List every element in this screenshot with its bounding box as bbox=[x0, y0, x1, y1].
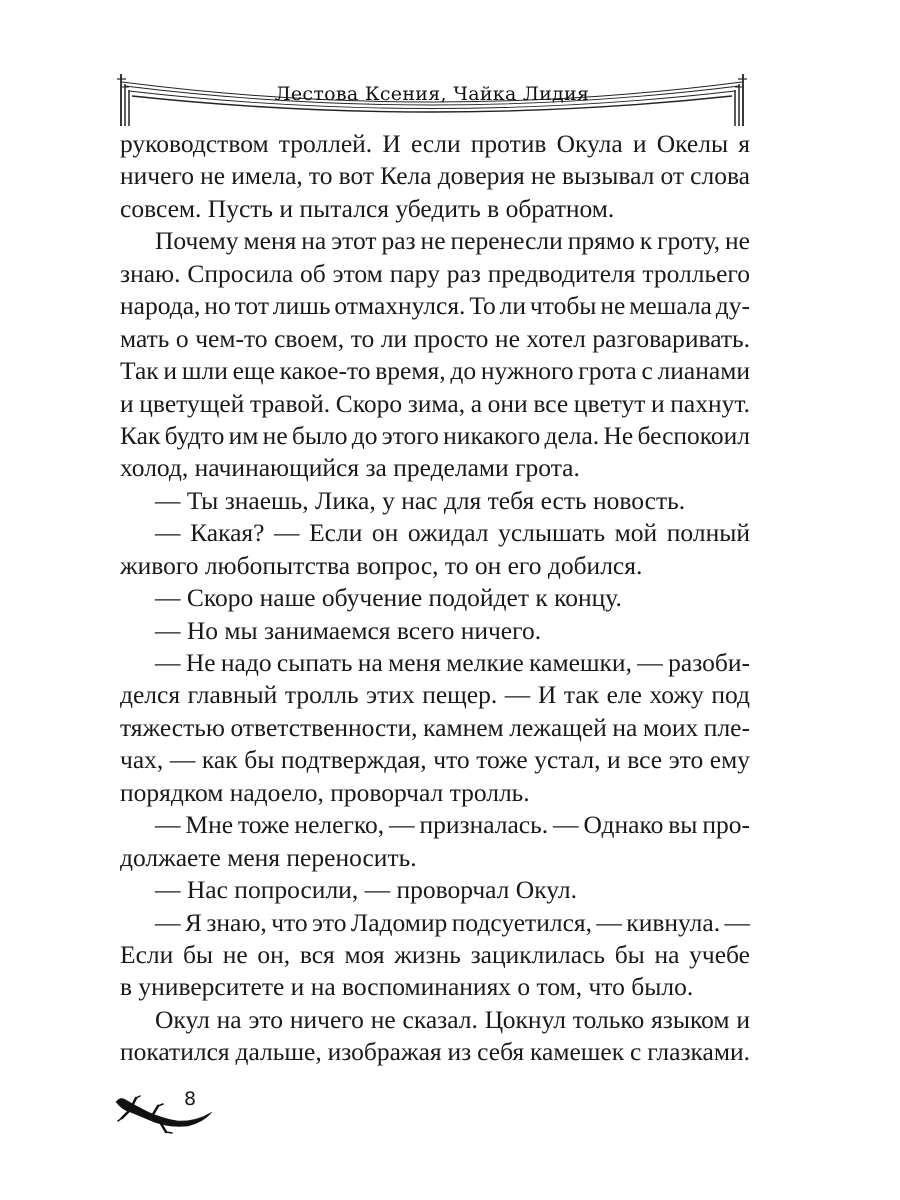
text-line-content: чах, — как бы подтверждая, что тоже устал, и все это ему bbox=[120, 745, 750, 775]
text-line-content: живого любопытства вопрос, то он его добился. bbox=[120, 550, 643, 580]
text-line bbox=[120, 517, 750, 549]
text-line-content: покатился дальше, изображая из себя камешек с глазками. bbox=[120, 1037, 750, 1067]
text-line-content: холод, начинающийся за пределами грота. bbox=[120, 453, 580, 483]
text-line bbox=[120, 388, 750, 420]
body-text bbox=[120, 128, 750, 1069]
text-line bbox=[120, 939, 750, 971]
text-line bbox=[120, 160, 750, 192]
text-line-content: порядком надоело, проворчал тролль. bbox=[120, 777, 530, 807]
text-line-content: — Ты знаешь, Лика, у нас для тебя есть новость. bbox=[155, 485, 686, 515]
text-line bbox=[120, 193, 750, 225]
text-line-content: — Мне тоже нелегко, — призналась. — Однако вы про- bbox=[155, 810, 750, 840]
text-line bbox=[120, 874, 750, 906]
text-line-content: должаете меня переносить. bbox=[120, 842, 417, 872]
text-line bbox=[120, 907, 750, 939]
text-line bbox=[120, 128, 750, 160]
text-line bbox=[120, 744, 750, 776]
text-line bbox=[120, 647, 750, 679]
text-line-content: Так и шли еще какое-то время, до нужного грота с лианами bbox=[120, 356, 750, 386]
text-line bbox=[120, 323, 750, 355]
text-line-content: — Я знаю, что это Ладомир подсуетился, — кивнула. — bbox=[155, 907, 750, 937]
text-line bbox=[120, 420, 750, 452]
text-line-content: ничего не имела, то вот Кела доверия не вызывал от слова bbox=[120, 161, 750, 191]
text-line bbox=[120, 809, 750, 841]
text-line-content: руководством троллей. И если против Окула и Окелы я bbox=[120, 129, 750, 158]
page-number: 8 bbox=[184, 1088, 197, 1110]
text-line-content: — Но мы занимаемся всего ничего. bbox=[155, 615, 542, 645]
text-line bbox=[120, 290, 750, 322]
text-line bbox=[120, 582, 750, 614]
text-line bbox=[120, 712, 750, 744]
text-line bbox=[120, 615, 750, 647]
page-footer bbox=[112, 1088, 232, 1138]
text-line-content: мать о чем-то своем, то ли просто не хотел разговаривать. bbox=[120, 323, 750, 353]
text-line bbox=[120, 842, 750, 874]
text-line bbox=[120, 355, 750, 387]
text-line-content: народа, но тот лишь отмахнулся. То ли чтобы не мешала ду- bbox=[120, 291, 750, 321]
text-line bbox=[120, 258, 750, 290]
text-line-content: Как будто им не было до этого никакого дела. Не беспокоил bbox=[120, 420, 750, 450]
text-line-content: делся главный тролль этих пещер. — И так еле хожу под bbox=[120, 680, 750, 710]
text-line-content: знаю. Спросила об этом пару раз предводителя тролльего bbox=[120, 258, 750, 288]
text-line-content: Почему меня на этот раз не перенесли прямо к гроту, не bbox=[155, 226, 750, 256]
text-line bbox=[120, 225, 750, 257]
running-header bbox=[112, 70, 752, 130]
text-line bbox=[120, 1036, 750, 1068]
text-line-content: — Не надо сыпать на меня мелкие камешки, — разоби- bbox=[155, 648, 750, 677]
text-line-content: — Какая? — Если он ожидал услышать мой полный bbox=[155, 518, 750, 548]
text-line bbox=[120, 550, 750, 582]
text-line bbox=[120, 777, 750, 809]
text-line bbox=[120, 485, 750, 517]
text-line bbox=[120, 679, 750, 711]
text-line-content: совсем. Пусть и пытался убедить в обратном. bbox=[120, 193, 615, 223]
text-line-content: Окул на это ничего не сказал. Цокнул только языком и bbox=[155, 1004, 750, 1034]
running-title: Лестова Ксения, Чайка Лидия bbox=[274, 83, 590, 105]
text-line-content: тяжестью ответственности, камнем лежащей на моих пле- bbox=[120, 712, 750, 742]
text-line-content: Если бы не он, вся моя жизнь зациклилась бы на учебе bbox=[120, 939, 750, 969]
text-line bbox=[120, 1004, 750, 1036]
lizard-icon bbox=[112, 1088, 222, 1138]
text-line-content: в университете и на воспоминаниях о том, что было. bbox=[120, 972, 694, 1002]
text-line-content: — Нас попросили, — проворчал Окул. bbox=[155, 875, 577, 905]
text-line bbox=[120, 452, 750, 484]
text-line bbox=[120, 971, 750, 1003]
text-line-content: — Скоро наше обучение подойдет к концу. bbox=[155, 583, 622, 613]
text-line-content: и цветущей травой. Скоро зима, а они все цветут и пахнут. bbox=[120, 388, 750, 418]
